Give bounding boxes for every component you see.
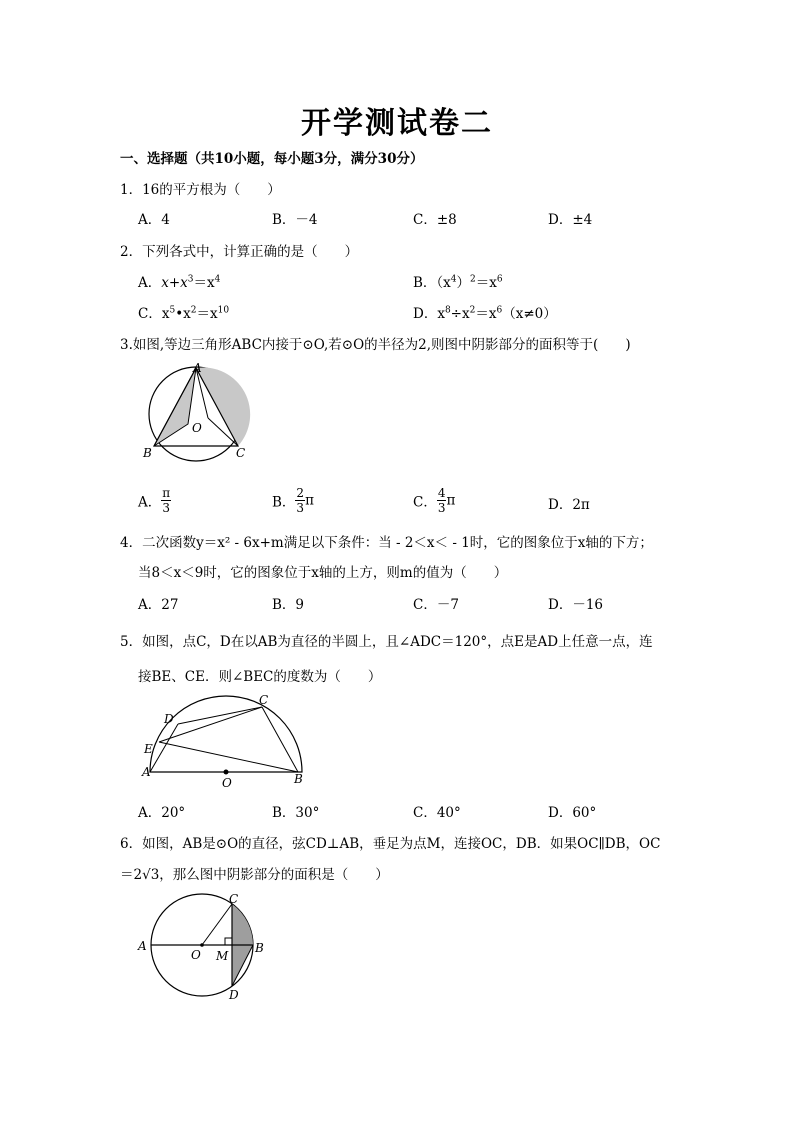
q5-option-c: C．40° bbox=[413, 805, 461, 821]
q4-option-d: D．－16 bbox=[548, 597, 604, 613]
q3-label-a: A bbox=[193, 361, 202, 375]
q3-option-b: B． $\frac{2}{3}$ π bbox=[272, 486, 314, 515]
question-4-line1: 4．二次函数y＝x² - 6x+m满足以下条件：当 - 2＜x＜ - 1时，它的图象位于x轴的下方； bbox=[120, 535, 653, 551]
q5-line-cb bbox=[262, 707, 298, 772]
q5-option-a: A．20° bbox=[138, 805, 186, 821]
q6-label-o: O bbox=[191, 948, 201, 962]
q4-option-c: C．－7 bbox=[413, 597, 459, 613]
q6-label-b: B bbox=[255, 941, 264, 955]
q3-option-c: C． $\frac{4}{3}$ π bbox=[413, 486, 456, 515]
q5-center-point bbox=[224, 770, 229, 775]
q6-center-point bbox=[200, 943, 204, 947]
q4-option-b: B．9 bbox=[272, 597, 305, 613]
q2-option-b: B．$(x^4)^2=x^6$ bbox=[413, 274, 503, 291]
q3-option-a: A． $\frac{\pi}{3}$ bbox=[138, 486, 171, 515]
q6-line-oc bbox=[202, 904, 232, 945]
question-2-stem: 2．下列各式中，计算正确的是（ ） bbox=[120, 244, 359, 260]
q6-label-m: M bbox=[216, 949, 229, 963]
question-4-line2: 当8＜x＜9时，它的图象位于x轴的上方，则m的值为（ ） bbox=[138, 565, 508, 581]
question-6-line1: 6．如图，AB是⊙O的直径，弦CD⊥AB，垂足为点M，连接OC，DB．如果OC∥DB，OC bbox=[120, 836, 661, 852]
q3-label-b: B bbox=[143, 446, 152, 460]
q6-label-d: D bbox=[229, 988, 239, 1002]
q5-label-o: O bbox=[222, 776, 232, 790]
q3-option-d: D．2π bbox=[548, 497, 590, 513]
q5-option-d: D．60° bbox=[548, 805, 597, 821]
q2-option-a: A．$x+x^3=x^4$ bbox=[138, 274, 221, 291]
q1-option-c: C．±8 bbox=[413, 212, 457, 228]
q6-right-angle-mark bbox=[225, 938, 232, 945]
q3-figure bbox=[138, 360, 256, 462]
q3-shaded-segment bbox=[196, 367, 250, 446]
question-5-line2: 接BE、CE．则∠BEC的度数为（ ） bbox=[138, 669, 382, 685]
q3-label-c: C bbox=[236, 446, 246, 460]
q6-label-c: C bbox=[229, 892, 239, 906]
q5-label-c: C bbox=[259, 693, 269, 707]
q5-figure bbox=[138, 690, 308, 790]
q2-option-c: C．$x^5•x^2=x^{10}$ bbox=[138, 305, 230, 322]
q5-line-ec bbox=[159, 707, 262, 742]
q1-option-b: B．－4 bbox=[272, 212, 318, 228]
q6-label-a: A bbox=[138, 939, 147, 953]
q2-option-d: D．$x^8\div x^2=x^6(x\ne 0)$ bbox=[413, 305, 557, 322]
question-3-stem: 3.如图,等边三角形ABC内接于⊙O,若⊙O的半径为2,则图中阴影部分的面积等于( ) bbox=[120, 337, 631, 353]
q5-label-b: B bbox=[294, 772, 303, 786]
question-6-line2: ＝2√3，那么图中阴影部分的面积是（ ） bbox=[120, 867, 389, 883]
page-title: 开学测试卷二 bbox=[301, 106, 493, 141]
q5-option-b: B．30° bbox=[272, 805, 320, 821]
q5-label-a: A bbox=[142, 765, 151, 779]
q5-label-e: E bbox=[144, 742, 153, 756]
q3-label-o: O bbox=[192, 421, 202, 435]
question-5-line1: 5．如图，点C，D在以AB为直径的半圆上，且∠ADC＝120°，点E是AD上任意一点，连 bbox=[120, 634, 653, 650]
question-1-stem: 1．16的平方根为（ ） bbox=[120, 182, 281, 198]
q5-label-d: D bbox=[164, 712, 174, 726]
q4-option-a: A．27 bbox=[138, 597, 179, 613]
q5-line-eb bbox=[159, 742, 298, 772]
q1-option-d: D．±4 bbox=[548, 212, 593, 228]
q5-semicircle bbox=[150, 696, 302, 772]
q1-option-a: A．4 bbox=[138, 212, 170, 228]
section-heading: 一、选择题（共10小题，每小题3分，满分30分） bbox=[120, 151, 424, 167]
q6-figure bbox=[136, 890, 276, 1005]
